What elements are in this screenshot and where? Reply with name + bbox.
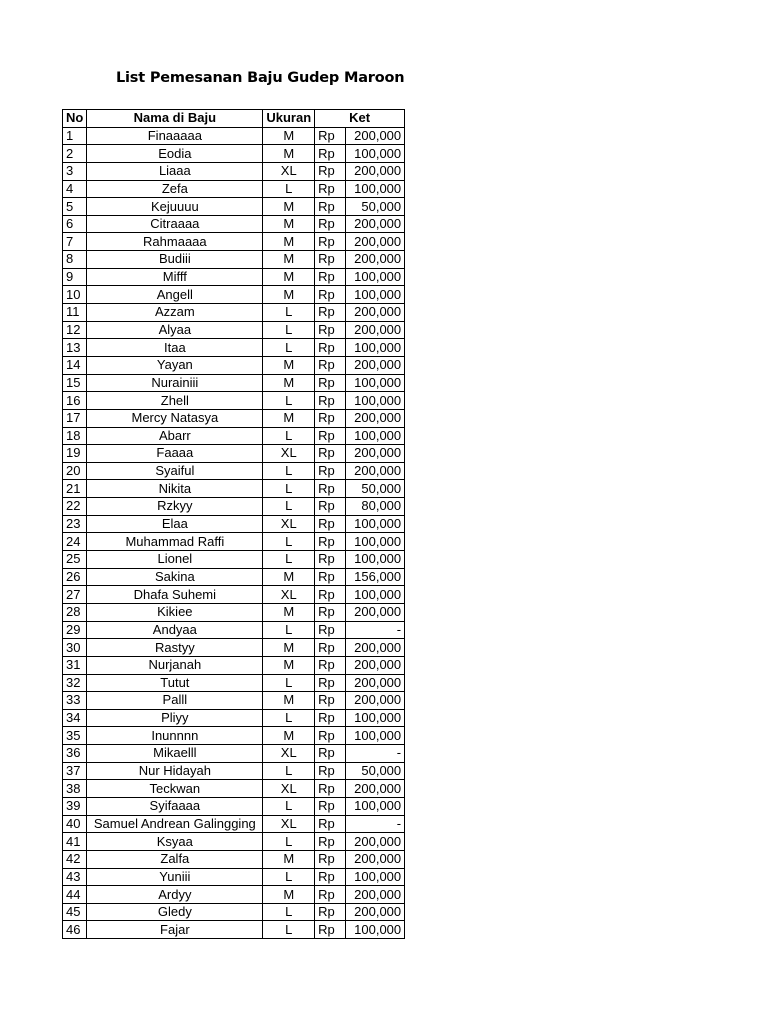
cell-name: Itaa xyxy=(87,339,263,357)
cell-size: L xyxy=(263,339,315,357)
cell-no: 13 xyxy=(63,339,87,357)
cell-no: 27 xyxy=(63,586,87,604)
cell-currency: Rp xyxy=(315,868,346,886)
table-row xyxy=(63,374,405,392)
cell-amount: - xyxy=(346,815,405,833)
cell-currency: Rp xyxy=(315,480,346,498)
cell-amount: 100,000 xyxy=(346,586,405,604)
cell-currency: Rp xyxy=(315,551,346,569)
cell-amount: 200,000 xyxy=(346,692,405,710)
cell-no: 23 xyxy=(63,515,87,533)
cell-size: M xyxy=(263,603,315,621)
header-name: Nama di Baju xyxy=(87,110,263,128)
cell-size: M xyxy=(263,251,315,269)
cell-amount: 200,000 xyxy=(346,251,405,269)
cell-name: Kejuuuu xyxy=(87,198,263,216)
header-row xyxy=(63,110,405,128)
cell-amount: 200,000 xyxy=(346,321,405,339)
cell-size: L xyxy=(263,498,315,516)
cell-name: Nur Hidayah xyxy=(87,762,263,780)
cell-no: 10 xyxy=(63,286,87,304)
cell-currency: Rp xyxy=(315,603,346,621)
cell-no: 1 xyxy=(63,127,87,145)
table-row xyxy=(63,745,405,763)
cell-size: L xyxy=(263,709,315,727)
cell-size: M xyxy=(263,356,315,374)
cell-name: Mifff xyxy=(87,268,263,286)
cell-name: Zalfa xyxy=(87,850,263,868)
cell-name: Andyaa xyxy=(87,621,263,639)
cell-size: M xyxy=(263,268,315,286)
table-row xyxy=(63,162,405,180)
cell-currency: Rp xyxy=(315,586,346,604)
cell-currency: Rp xyxy=(315,321,346,339)
cell-size: M xyxy=(263,727,315,745)
cell-name: Palll xyxy=(87,692,263,710)
cell-name: Kikiee xyxy=(87,603,263,621)
cell-currency: Rp xyxy=(315,515,346,533)
cell-no: 25 xyxy=(63,551,87,569)
cell-name: Gledy xyxy=(87,903,263,921)
table-row xyxy=(63,251,405,269)
cell-amount: 200,000 xyxy=(346,674,405,692)
cell-no: 19 xyxy=(63,445,87,463)
cell-amount: 200,000 xyxy=(346,780,405,798)
cell-no: 14 xyxy=(63,356,87,374)
cell-no: 15 xyxy=(63,374,87,392)
cell-currency: Rp xyxy=(315,656,346,674)
table-row xyxy=(63,921,405,939)
cell-amount: 200,000 xyxy=(346,304,405,322)
cell-amount: 100,000 xyxy=(346,374,405,392)
table-row xyxy=(63,797,405,815)
cell-size: L xyxy=(263,921,315,939)
cell-size: L xyxy=(263,304,315,322)
cell-no: 24 xyxy=(63,533,87,551)
header-no: No xyxy=(63,110,87,128)
table-row xyxy=(63,639,405,657)
table-row xyxy=(63,304,405,322)
cell-name: Ksyaa xyxy=(87,833,263,851)
cell-size: XL xyxy=(263,815,315,833)
cell-size: M xyxy=(263,374,315,392)
cell-currency: Rp xyxy=(315,780,346,798)
cell-currency: Rp xyxy=(315,727,346,745)
cell-amount: 200,000 xyxy=(346,445,405,463)
cell-currency: Rp xyxy=(315,145,346,163)
cell-no: 28 xyxy=(63,603,87,621)
cell-amount: 80,000 xyxy=(346,498,405,516)
cell-size: M xyxy=(263,215,315,233)
table-row xyxy=(63,603,405,621)
cell-amount: 200,000 xyxy=(346,162,405,180)
table-row xyxy=(63,727,405,745)
cell-amount: 100,000 xyxy=(346,727,405,745)
table-row xyxy=(63,321,405,339)
cell-amount: 200,000 xyxy=(346,639,405,657)
cell-no: 43 xyxy=(63,868,87,886)
cell-currency: Rp xyxy=(315,339,346,357)
table-row xyxy=(63,356,405,374)
cell-currency: Rp xyxy=(315,674,346,692)
cell-no: 37 xyxy=(63,762,87,780)
cell-no: 38 xyxy=(63,780,87,798)
cell-no: 31 xyxy=(63,656,87,674)
table-row xyxy=(63,180,405,198)
cell-currency: Rp xyxy=(315,251,346,269)
table-row xyxy=(63,903,405,921)
cell-name: Zhell xyxy=(87,392,263,410)
cell-name: Teckwan xyxy=(87,780,263,798)
cell-size: XL xyxy=(263,515,315,533)
cell-currency: Rp xyxy=(315,409,346,427)
cell-no: 34 xyxy=(63,709,87,727)
cell-amount: 100,000 xyxy=(346,286,405,304)
cell-currency: Rp xyxy=(315,833,346,851)
cell-amount: - xyxy=(346,745,405,763)
order-table xyxy=(62,109,405,939)
cell-size: L xyxy=(263,480,315,498)
cell-no: 6 xyxy=(63,215,87,233)
cell-amount: 200,000 xyxy=(346,656,405,674)
table-row xyxy=(63,268,405,286)
table-row xyxy=(63,127,405,145)
cell-amount: 100,000 xyxy=(346,180,405,198)
cell-currency: Rp xyxy=(315,392,346,410)
cell-name: Faaaa xyxy=(87,445,263,463)
cell-size: L xyxy=(263,462,315,480)
cell-currency: Rp xyxy=(315,162,346,180)
cell-name: Angell xyxy=(87,286,263,304)
cell-name: Syifaaaa xyxy=(87,797,263,815)
cell-no: 18 xyxy=(63,427,87,445)
cell-size: M xyxy=(263,886,315,904)
cell-amount: 50,000 xyxy=(346,762,405,780)
cell-size: L xyxy=(263,674,315,692)
cell-name: Rzkyy xyxy=(87,498,263,516)
cell-size: M xyxy=(263,127,315,145)
table-row xyxy=(63,533,405,551)
cell-no: 20 xyxy=(63,462,87,480)
cell-currency: Rp xyxy=(315,921,346,939)
cell-name: Dhafa Suhemi xyxy=(87,586,263,604)
cell-size: M xyxy=(263,409,315,427)
cell-name: Alyaa xyxy=(87,321,263,339)
cell-amount: 100,000 xyxy=(346,797,405,815)
cell-amount: 200,000 xyxy=(346,127,405,145)
cell-currency: Rp xyxy=(315,127,346,145)
cell-name: Elaa xyxy=(87,515,263,533)
table-row xyxy=(63,145,405,163)
cell-currency: Rp xyxy=(315,639,346,657)
cell-amount: 200,000 xyxy=(346,409,405,427)
cell-currency: Rp xyxy=(315,621,346,639)
cell-name: Fajar xyxy=(87,921,263,939)
cell-size: M xyxy=(263,850,315,868)
cell-currency: Rp xyxy=(315,533,346,551)
document-title: List Pemesanan Baju Gudep Maroon xyxy=(116,70,405,86)
cell-name: Samuel Andrean Galingging xyxy=(87,815,263,833)
cell-amount: 100,000 xyxy=(346,268,405,286)
cell-name: Tutut xyxy=(87,674,263,692)
cell-no: 32 xyxy=(63,674,87,692)
cell-currency: Rp xyxy=(315,762,346,780)
cell-currency: Rp xyxy=(315,815,346,833)
cell-amount: 200,000 xyxy=(346,356,405,374)
table-row xyxy=(63,886,405,904)
cell-no: 40 xyxy=(63,815,87,833)
cell-size: L xyxy=(263,797,315,815)
cell-amount: 100,000 xyxy=(346,709,405,727)
cell-amount: 100,000 xyxy=(346,515,405,533)
cell-name: Rahmaaaa xyxy=(87,233,263,251)
cell-size: L xyxy=(263,427,315,445)
cell-name: Eodia xyxy=(87,145,263,163)
cell-currency: Rp xyxy=(315,850,346,868)
cell-no: 9 xyxy=(63,268,87,286)
cell-no: 44 xyxy=(63,886,87,904)
cell-no: 2 xyxy=(63,145,87,163)
cell-name: Sakina xyxy=(87,568,263,586)
cell-amount: 50,000 xyxy=(346,480,405,498)
cell-currency: Rp xyxy=(315,268,346,286)
table-row xyxy=(63,674,405,692)
cell-size: L xyxy=(263,621,315,639)
cell-name: Finaaaaa xyxy=(87,127,263,145)
cell-name: Rastyy xyxy=(87,639,263,657)
cell-currency: Rp xyxy=(315,692,346,710)
cell-currency: Rp xyxy=(315,462,346,480)
cell-name: Lionel xyxy=(87,551,263,569)
cell-no: 33 xyxy=(63,692,87,710)
cell-no: 42 xyxy=(63,850,87,868)
cell-no: 5 xyxy=(63,198,87,216)
cell-no: 17 xyxy=(63,409,87,427)
table-row xyxy=(63,339,405,357)
cell-size: M xyxy=(263,198,315,216)
cell-amount: - xyxy=(346,621,405,639)
cell-currency: Rp xyxy=(315,568,346,586)
cell-currency: Rp xyxy=(315,498,346,516)
cell-currency: Rp xyxy=(315,233,346,251)
cell-amount: 100,000 xyxy=(346,868,405,886)
table-row xyxy=(63,515,405,533)
cell-size: XL xyxy=(263,780,315,798)
cell-currency: Rp xyxy=(315,215,346,233)
cell-name: Syaiful xyxy=(87,462,263,480)
cell-name: Nikita xyxy=(87,480,263,498)
cell-amount: 100,000 xyxy=(346,145,405,163)
cell-amount: 200,000 xyxy=(346,903,405,921)
cell-name: Azzam xyxy=(87,304,263,322)
cell-size: L xyxy=(263,551,315,569)
cell-amount: 100,000 xyxy=(346,533,405,551)
cell-no: 21 xyxy=(63,480,87,498)
cell-amount: 50,000 xyxy=(346,198,405,216)
cell-amount: 100,000 xyxy=(346,551,405,569)
table-body xyxy=(63,127,405,938)
cell-no: 22 xyxy=(63,498,87,516)
header-ket: Ket xyxy=(315,110,405,128)
cell-name: Pliyy xyxy=(87,709,263,727)
cell-no: 3 xyxy=(63,162,87,180)
table-row xyxy=(63,427,405,445)
table-row xyxy=(63,656,405,674)
cell-currency: Rp xyxy=(315,886,346,904)
table-row xyxy=(63,215,405,233)
cell-name: Ardyy xyxy=(87,886,263,904)
table-row xyxy=(63,568,405,586)
cell-size: XL xyxy=(263,745,315,763)
cell-no: 41 xyxy=(63,833,87,851)
cell-size: L xyxy=(263,868,315,886)
cell-currency: Rp xyxy=(315,198,346,216)
table-row xyxy=(63,409,405,427)
cell-currency: Rp xyxy=(315,180,346,198)
cell-currency: Rp xyxy=(315,374,346,392)
cell-currency: Rp xyxy=(315,903,346,921)
cell-size: XL xyxy=(263,445,315,463)
cell-currency: Rp xyxy=(315,304,346,322)
cell-amount: 100,000 xyxy=(346,339,405,357)
cell-name: Inunnnn xyxy=(87,727,263,745)
cell-no: 39 xyxy=(63,797,87,815)
table-row xyxy=(63,286,405,304)
cell-no: 36 xyxy=(63,745,87,763)
cell-amount: 200,000 xyxy=(346,215,405,233)
table-row xyxy=(63,833,405,851)
cell-amount: 100,000 xyxy=(346,921,405,939)
cell-no: 35 xyxy=(63,727,87,745)
cell-name: Mikaelll xyxy=(87,745,263,763)
cell-size: L xyxy=(263,180,315,198)
cell-name: Yayan xyxy=(87,356,263,374)
table-row xyxy=(63,498,405,516)
table-row xyxy=(63,850,405,868)
cell-amount: 200,000 xyxy=(346,833,405,851)
table-row xyxy=(63,762,405,780)
cell-currency: Rp xyxy=(315,745,346,763)
header-size: Ukuran xyxy=(263,110,315,128)
cell-size: M xyxy=(263,286,315,304)
table-row xyxy=(63,586,405,604)
table-row xyxy=(63,815,405,833)
cell-name: Yuniii xyxy=(87,868,263,886)
cell-size: M xyxy=(263,568,315,586)
cell-name: Budiii xyxy=(87,251,263,269)
cell-amount: 100,000 xyxy=(346,392,405,410)
table-row xyxy=(63,692,405,710)
cell-size: L xyxy=(263,903,315,921)
cell-no: 46 xyxy=(63,921,87,939)
table-row xyxy=(63,462,405,480)
cell-name: Nurainiii xyxy=(87,374,263,392)
table-row xyxy=(63,445,405,463)
cell-size: L xyxy=(263,533,315,551)
cell-size: L xyxy=(263,762,315,780)
cell-size: M xyxy=(263,639,315,657)
cell-no: 16 xyxy=(63,392,87,410)
cell-no: 12 xyxy=(63,321,87,339)
cell-name: Citraaaa xyxy=(87,215,263,233)
table-row xyxy=(63,392,405,410)
cell-no: 45 xyxy=(63,903,87,921)
cell-no: 4 xyxy=(63,180,87,198)
cell-currency: Rp xyxy=(315,427,346,445)
cell-size: M xyxy=(263,656,315,674)
cell-size: L xyxy=(263,833,315,851)
cell-amount: 200,000 xyxy=(346,850,405,868)
table-row xyxy=(63,709,405,727)
cell-currency: Rp xyxy=(315,709,346,727)
cell-amount: 200,000 xyxy=(346,886,405,904)
cell-currency: Rp xyxy=(315,797,346,815)
table-row xyxy=(63,780,405,798)
cell-name: Abarr xyxy=(87,427,263,445)
cell-currency: Rp xyxy=(315,356,346,374)
table-row xyxy=(63,480,405,498)
cell-amount: 100,000 xyxy=(346,427,405,445)
cell-no: 29 xyxy=(63,621,87,639)
table-row xyxy=(63,233,405,251)
cell-size: M xyxy=(263,233,315,251)
cell-name: Nurjanah xyxy=(87,656,263,674)
cell-currency: Rp xyxy=(315,286,346,304)
table-row xyxy=(63,621,405,639)
table-row xyxy=(63,198,405,216)
table-row xyxy=(63,551,405,569)
cell-no: 11 xyxy=(63,304,87,322)
cell-size: L xyxy=(263,392,315,410)
cell-size: XL xyxy=(263,162,315,180)
cell-size: M xyxy=(263,692,315,710)
cell-currency: Rp xyxy=(315,445,346,463)
cell-amount: 200,000 xyxy=(346,462,405,480)
cell-amount: 156,000 xyxy=(346,568,405,586)
cell-size: L xyxy=(263,321,315,339)
cell-name: Mercy Natasya xyxy=(87,409,263,427)
cell-amount: 200,000 xyxy=(346,233,405,251)
cell-size: XL xyxy=(263,586,315,604)
table-row xyxy=(63,868,405,886)
cell-amount: 200,000 xyxy=(346,603,405,621)
cell-name: Liaaa xyxy=(87,162,263,180)
cell-size: M xyxy=(263,145,315,163)
cell-no: 7 xyxy=(63,233,87,251)
cell-name: Zefa xyxy=(87,180,263,198)
cell-name: Muhammad Raffi xyxy=(87,533,263,551)
cell-no: 8 xyxy=(63,251,87,269)
cell-no: 30 xyxy=(63,639,87,657)
cell-no: 26 xyxy=(63,568,87,586)
